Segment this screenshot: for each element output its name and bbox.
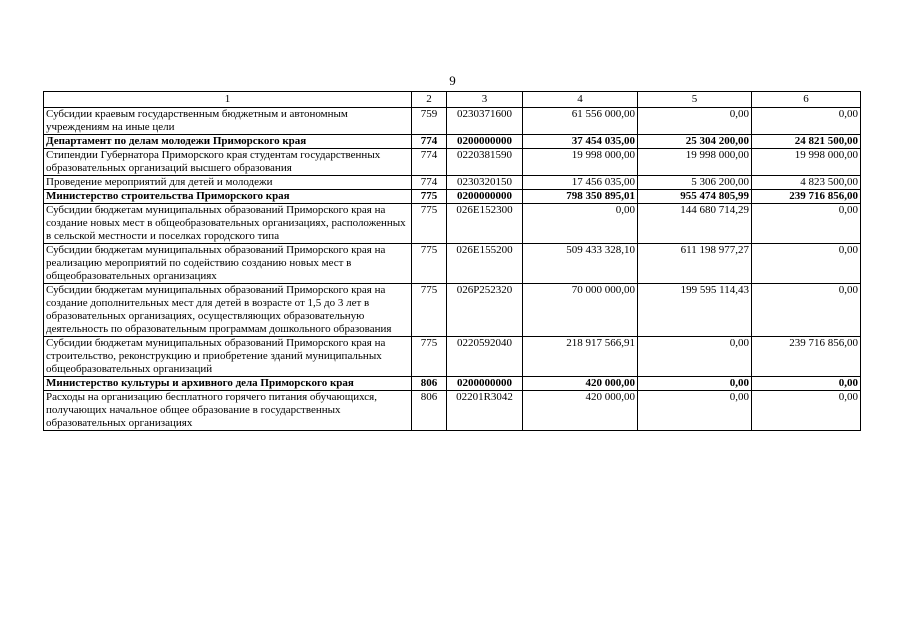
row-csr: 0230320150 [447, 176, 523, 190]
row-name: Департамент по делам молодежи Приморского края [44, 135, 412, 149]
table-row-ministry [44, 190, 861, 204]
row-name: Субсидии бюджетам муниципальных образований Приморского края на создание дополнительных мест для детей в возрасте от 1,5 до 3 лет в образовательных организациях, осуществляющих образовательную деятельность по образовательным программам дошкольного образования [44, 284, 412, 337]
row-amount-6: 0,00 [752, 204, 861, 244]
row-amount-6: 0,00 [752, 244, 861, 284]
table-row [44, 244, 861, 284]
table-row [44, 284, 861, 337]
header-col-4: 4 [523, 92, 638, 108]
header-col-2: 2 [412, 92, 447, 108]
row-amount-6: 24 821 500,00 [752, 135, 861, 149]
row-amount-4: 420 000,00 [523, 377, 638, 391]
row-amount-5: 611 198 977,27 [638, 244, 752, 284]
row-name: Проведение мероприятий для детей и молодежи [44, 176, 412, 190]
row-amount-4: 37 454 035,00 [523, 135, 638, 149]
row-amount-6: 0,00 [752, 377, 861, 391]
row-ved: 775 [412, 190, 447, 204]
row-csr: 0200000000 [447, 190, 523, 204]
table-row [44, 176, 861, 190]
row-csr: 026E155200 [447, 244, 523, 284]
row-amount-6: 0,00 [752, 284, 861, 337]
row-ved: 774 [412, 149, 447, 176]
row-amount-6: 0,00 [752, 108, 861, 135]
row-ved: 759 [412, 108, 447, 135]
row-amount-4: 218 917 566,91 [523, 337, 638, 377]
row-amount-5: 955 474 805,99 [638, 190, 752, 204]
budget-table [43, 91, 861, 431]
row-amount-6: 4 823 500,00 [752, 176, 861, 190]
row-amount-5: 199 595 114,43 [638, 284, 752, 337]
row-amount-4: 19 998 000,00 [523, 149, 638, 176]
row-name: Расходы на организацию бесплатного горячего питания обучающихся, получающих начальное общее образование в государственных образовательных организациях [44, 391, 412, 431]
row-csr: 0220381590 [447, 149, 523, 176]
row-name: Субсидии бюджетам муниципальных образований Приморского края на создание новых мест в общеобразовательных организациях, расположенных в сельской местности и поселках городского типа [44, 204, 412, 244]
table-row-ministry [44, 377, 861, 391]
row-amount-6: 19 998 000,00 [752, 149, 861, 176]
row-ved: 806 [412, 377, 447, 391]
row-csr: 0220592040 [447, 337, 523, 377]
row-csr: 026P252320 [447, 284, 523, 337]
header-row [44, 92, 861, 108]
row-ved: 775 [412, 337, 447, 377]
table-row-ministry [44, 135, 861, 149]
row-ved: 806 [412, 391, 447, 431]
row-name: Министерство строительства Приморского края [44, 190, 412, 204]
row-csr: 0200000000 [447, 135, 523, 149]
row-amount-5: 0,00 [638, 108, 752, 135]
row-amount-5: 144 680 714,29 [638, 204, 752, 244]
table-row [44, 108, 861, 135]
row-amount-6: 239 716 856,00 [752, 190, 861, 204]
header-col-5: 5 [638, 92, 752, 108]
row-amount-5: 5 306 200,00 [638, 176, 752, 190]
table-row [44, 204, 861, 244]
row-name: Субсидии бюджетам муниципальных образований Приморского края на строительство, реконструкцию и приобретение зданий муниципальных общеобразовательных организаций [44, 337, 412, 377]
row-amount-4: 17 456 035,00 [523, 176, 638, 190]
header-col-3: 3 [447, 92, 523, 108]
row-ved: 774 [412, 135, 447, 149]
row-amount-5: 25 304 200,00 [638, 135, 752, 149]
row-name: Министерство культуры и архивного дела Приморского края [44, 377, 412, 391]
row-name: Субсидии бюджетам муниципальных образований Приморского края на реализацию мероприятий по содействию созданию новых мест в общеобразовательных организациях [44, 244, 412, 284]
row-amount-6: 0,00 [752, 391, 861, 431]
row-amount-5: 19 998 000,00 [638, 149, 752, 176]
header-col-1: 1 [44, 92, 412, 108]
header-col-6: 6 [752, 92, 861, 108]
row-ved: 775 [412, 284, 447, 337]
row-amount-4: 70 000 000,00 [523, 284, 638, 337]
row-csr: 02201R3042 [447, 391, 523, 431]
table-row [44, 391, 861, 431]
row-amount-4: 61 556 000,00 [523, 108, 638, 135]
row-amount-5: 0,00 [638, 377, 752, 391]
row-ved: 775 [412, 204, 447, 244]
row-amount-5: 0,00 [638, 337, 752, 377]
row-amount-4: 798 350 895,01 [523, 190, 638, 204]
table-row [44, 149, 861, 176]
table-row [44, 337, 861, 377]
row-csr: 0200000000 [447, 377, 523, 391]
page-number: 9 [449, 73, 456, 88]
row-name: Стипендии Губернатора Приморского края студентам государственных образовательных организаций высшего образования [44, 149, 412, 176]
row-csr: 026E152300 [447, 204, 523, 244]
row-amount-4: 509 433 328,10 [523, 244, 638, 284]
row-amount-4: 420 000,00 [523, 391, 638, 431]
row-amount-6: 239 716 856,00 [752, 337, 861, 377]
row-csr: 0230371600 [447, 108, 523, 135]
row-ved: 774 [412, 176, 447, 190]
row-ved: 775 [412, 244, 447, 284]
row-amount-5: 0,00 [638, 391, 752, 431]
row-amount-4: 0,00 [523, 204, 638, 244]
row-name: Субсидии краевым государственным бюджетным и автономным учреждениям на иные цели [44, 108, 412, 135]
